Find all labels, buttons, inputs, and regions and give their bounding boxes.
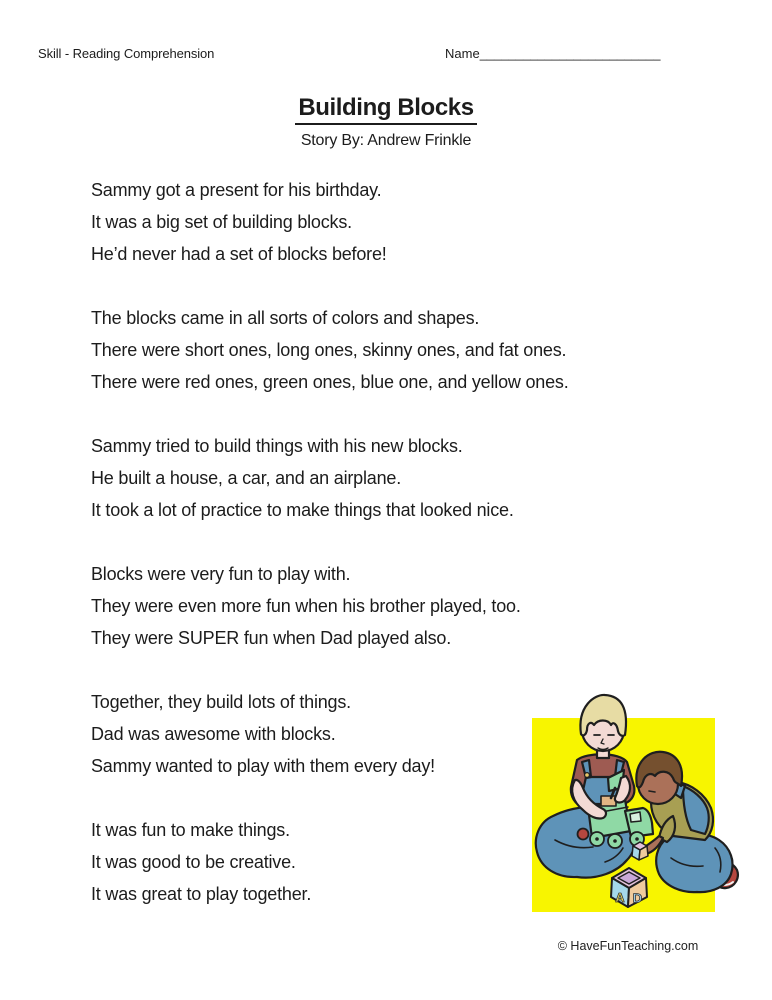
story-line: He built a house, a car, and an airplane.: [91, 468, 402, 488]
story-line: It took a lot of practice to make things that looked nice.: [91, 500, 514, 520]
kids-playing-blocks-illustration: [525, 690, 740, 925]
small-block-icon: [632, 842, 648, 860]
story-line: Blocks were very fun to play with.: [91, 564, 351, 584]
story-line: It was a big set of building blocks.: [91, 212, 352, 232]
story-line: There were red ones, green ones, blue one, and yellow ones.: [91, 372, 569, 392]
block-letter-a: A: [615, 890, 625, 905]
story-line: Sammy wanted to play with them every day!: [91, 756, 435, 776]
name-field: [445, 46, 660, 61]
story-paragraph: [91, 302, 751, 398]
story-paragraph: [91, 174, 751, 270]
name-blank-line: _________________________: [479, 46, 661, 61]
story-line: Dad was awesome with blocks.: [91, 724, 336, 744]
story-line: There were short ones, long ones, skinny ones, and fat ones.: [91, 340, 567, 360]
story-line: Together, they build lots of things.: [91, 692, 351, 712]
name-label: Name: [445, 46, 480, 61]
page-title: Building Blocks: [295, 94, 476, 125]
story-line: Sammy got a present for his birthday.: [91, 180, 382, 200]
byline: Story By: Andrew Frinkle: [300, 132, 472, 149]
story-line: They were even more fun when his brother played, too.: [91, 596, 521, 616]
skill-label: Skill - Reading Comprehension: [38, 46, 215, 61]
story-line: The blocks came in all sorts of colors and shapes.: [91, 308, 480, 328]
story-paragraph: [91, 430, 751, 526]
story-line: It was fun to make things.: [91, 820, 290, 840]
story-line: He’d never had a set of blocks before!: [91, 244, 387, 264]
story-line: It was good to be creative.: [91, 852, 296, 872]
story-line: Sammy tried to build things with his new blocks.: [91, 436, 463, 456]
story-paragraph: [91, 558, 751, 654]
copyright-text: © HaveFunTeaching.com: [557, 939, 699, 953]
story-line: It was great to play together.: [91, 884, 312, 904]
story-line: They were SUPER fun when Dad played also.: [91, 628, 451, 648]
title-wrap: [0, 94, 772, 125]
block-letter-d: D: [632, 890, 643, 906]
